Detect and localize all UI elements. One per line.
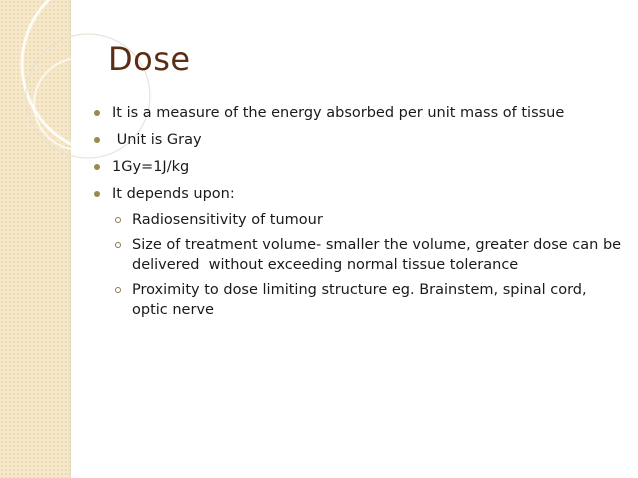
bullet-text: Unit is Gray (112, 132, 202, 148)
sub-bullet-item (112, 235, 626, 275)
sub-bullet-item (112, 210, 622, 230)
divider-line (68, 0, 69, 478)
bullet-text: It is a measure of the energy absorbed per unit mass of tissue (112, 105, 565, 121)
side-panel (0, 0, 71, 478)
sub-bullet-text: Size of treatment volume- smaller the volume, greater dose can be delivered without exceeding normal tissue tolerance (132, 237, 626, 273)
sub-bullet-list (112, 210, 626, 320)
sub-bullet-marker (115, 242, 121, 248)
bullet-marker (94, 164, 100, 170)
bullet-item (92, 104, 622, 123)
bullet-item (92, 131, 622, 150)
bullet-text: It depends upon: (112, 186, 235, 202)
bullet-item (92, 185, 626, 320)
bullet-item (92, 158, 622, 177)
bullet-list (92, 104, 626, 328)
sub-bullet-marker (115, 287, 121, 293)
sub-bullet-item (112, 280, 622, 320)
bullet-marker (94, 191, 100, 197)
sub-bullet-text: Radiosensitivity of tumour (132, 212, 323, 228)
bullet-text: 1Gy=1J/kg (112, 159, 190, 175)
slide-title: Dose (108, 40, 191, 78)
bullet-marker (94, 110, 100, 116)
sub-bullet-text: Proximity to dose limiting structure eg. Brainstem, spinal cord, optic nerve (132, 282, 587, 318)
sub-bullet-marker (115, 217, 121, 223)
bullet-marker (94, 137, 100, 143)
